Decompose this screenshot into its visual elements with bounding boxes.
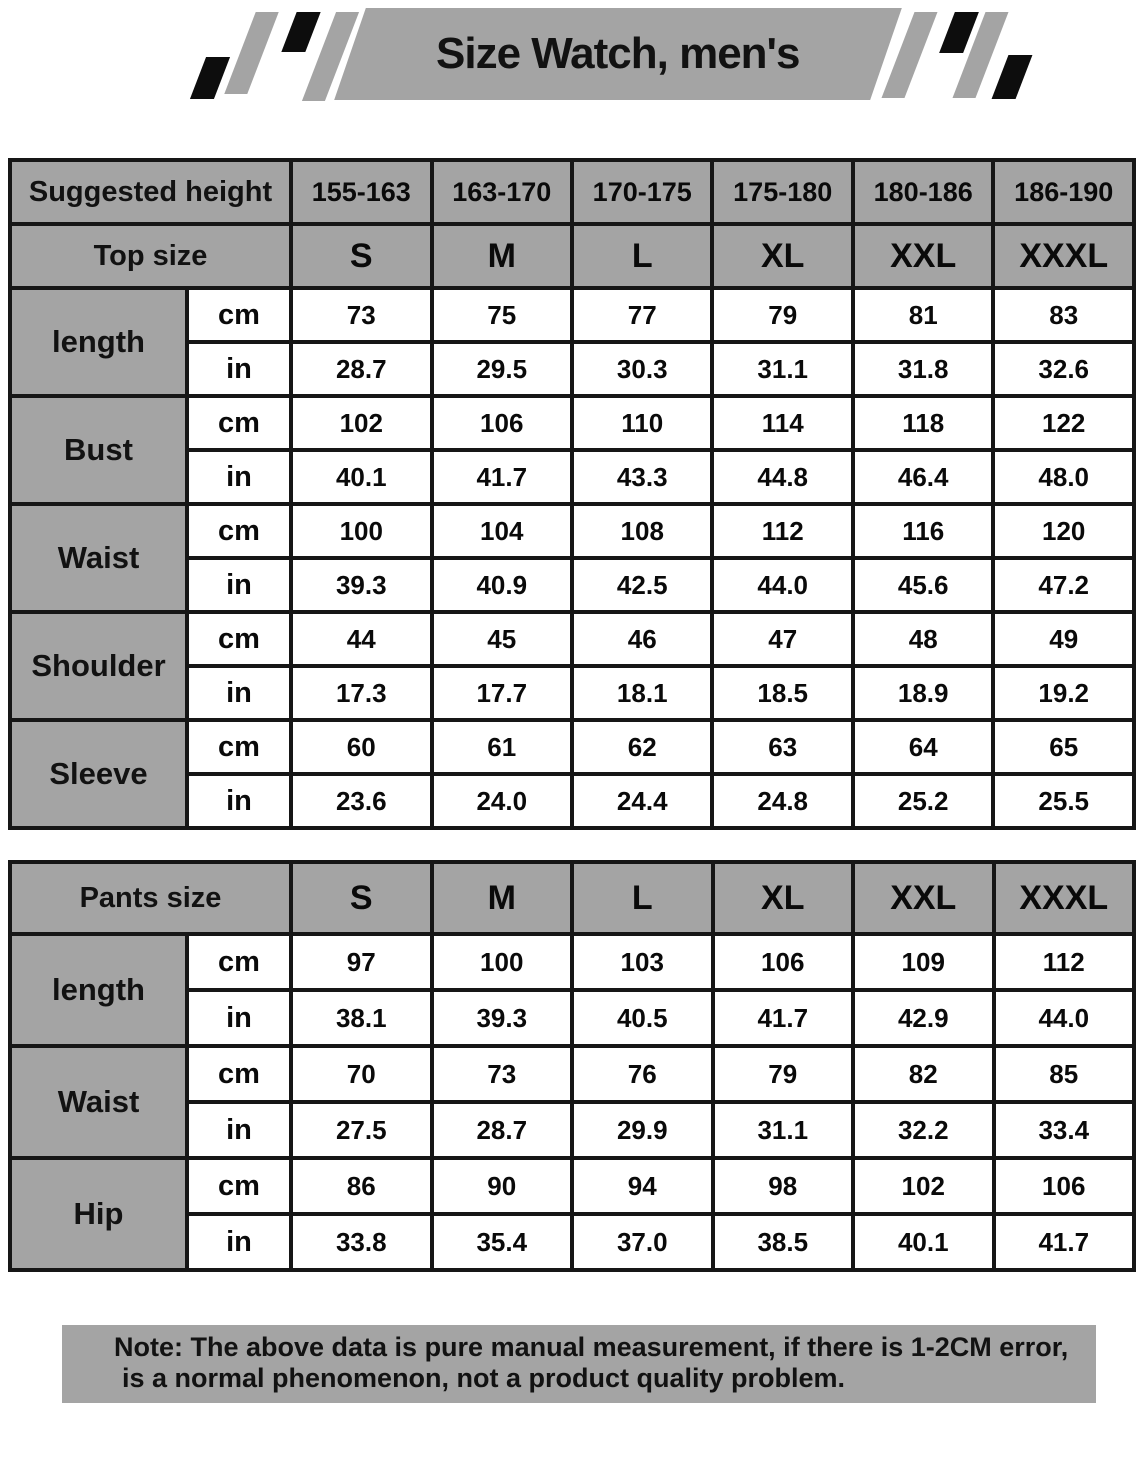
pants-length-cm-row xyxy=(10,934,1134,990)
value-cell: 30.3 xyxy=(572,342,712,396)
value-cell: 25.5 xyxy=(993,774,1134,828)
size-cell: M xyxy=(432,224,572,288)
value-cell: 40.5 xyxy=(572,990,713,1046)
bust-cm-row xyxy=(10,396,1134,450)
top-size-label: Top size xyxy=(10,224,291,288)
value-cell: 118 xyxy=(853,396,993,450)
value-cell: 38.5 xyxy=(713,1214,854,1270)
unit-cell: in xyxy=(187,1214,291,1270)
value-cell: 44 xyxy=(291,612,431,666)
measure-label: length xyxy=(10,288,187,396)
pants-size-label: Pants size xyxy=(10,862,291,934)
value-cell: 60 xyxy=(291,720,431,774)
height-range-cell: 163-170 xyxy=(432,160,572,224)
unit-cell: in xyxy=(187,666,291,720)
value-cell: 64 xyxy=(853,720,993,774)
value-cell: 41.7 xyxy=(994,1214,1135,1270)
value-cell: 90 xyxy=(432,1158,573,1214)
value-cell: 122 xyxy=(993,396,1134,450)
unit-cell: in xyxy=(187,450,291,504)
value-cell: 79 xyxy=(712,288,852,342)
value-cell: 70 xyxy=(291,1046,432,1102)
value-cell: 100 xyxy=(432,934,573,990)
value-cell: 18.9 xyxy=(853,666,993,720)
pants-size-table xyxy=(8,860,1136,1272)
value-cell: 24.4 xyxy=(572,774,712,828)
length-cm-row xyxy=(10,288,1134,342)
size-cell: XXXL xyxy=(993,224,1134,288)
value-cell: 31.8 xyxy=(853,342,993,396)
note-line-2: is a normal phenomenon, not a product quality problem. xyxy=(122,1363,846,1393)
unit-cell: cm xyxy=(187,934,291,990)
value-cell: 109 xyxy=(853,934,994,990)
value-cell: 39.3 xyxy=(291,558,431,612)
measure-label: Sleeve xyxy=(10,720,187,828)
value-cell: 103 xyxy=(572,934,713,990)
value-cell: 116 xyxy=(853,504,993,558)
value-cell: 44.8 xyxy=(712,450,852,504)
unit-cell: cm xyxy=(187,504,291,558)
value-cell: 75 xyxy=(432,288,572,342)
slash-decoration-icon xyxy=(992,55,1033,99)
value-cell: 82 xyxy=(853,1046,994,1102)
value-cell: 114 xyxy=(712,396,852,450)
size-cell: M xyxy=(432,862,573,934)
value-cell: 40.1 xyxy=(291,450,431,504)
value-cell: 85 xyxy=(994,1046,1135,1102)
note-line-1: Note: The above data is pure manual measurement, if there is 1-2CM error, xyxy=(114,1332,1069,1362)
value-cell: 19.2 xyxy=(993,666,1134,720)
unit-cell: in xyxy=(187,342,291,396)
title-banner xyxy=(0,8,1144,108)
value-cell: 46 xyxy=(572,612,712,666)
value-cell: 25.2 xyxy=(853,774,993,828)
value-cell: 18.5 xyxy=(712,666,852,720)
unit-cell: cm xyxy=(187,1046,291,1102)
value-cell: 48.0 xyxy=(993,450,1134,504)
size-cell: S xyxy=(291,224,431,288)
value-cell: 100 xyxy=(291,504,431,558)
measure-label: Bust xyxy=(10,396,187,504)
shoulder-cm-row xyxy=(10,612,1134,666)
value-cell: 27.5 xyxy=(291,1102,432,1158)
note-box xyxy=(62,1325,1096,1403)
measure-label: length xyxy=(10,934,187,1046)
value-cell: 106 xyxy=(713,934,854,990)
value-cell: 79 xyxy=(713,1046,854,1102)
value-cell: 17.3 xyxy=(291,666,431,720)
value-cell: 18.1 xyxy=(572,666,712,720)
value-cell: 17.7 xyxy=(432,666,572,720)
unit-cell: cm xyxy=(187,1158,291,1214)
value-cell: 86 xyxy=(291,1158,432,1214)
size-cell: L xyxy=(572,224,712,288)
pants-size-row xyxy=(10,862,1134,934)
value-cell: 108 xyxy=(572,504,712,558)
value-cell: 41.7 xyxy=(432,450,572,504)
value-cell: 106 xyxy=(432,396,572,450)
value-cell: 28.7 xyxy=(432,1102,573,1158)
value-cell: 31.1 xyxy=(713,1102,854,1158)
value-cell: 102 xyxy=(291,396,431,450)
value-cell: 104 xyxy=(432,504,572,558)
value-cell: 97 xyxy=(291,934,432,990)
size-cell: L xyxy=(572,862,713,934)
size-cell: S xyxy=(291,862,432,934)
value-cell: 112 xyxy=(994,934,1135,990)
value-cell: 45 xyxy=(432,612,572,666)
value-cell: 49 xyxy=(993,612,1134,666)
value-cell: 40.1 xyxy=(853,1214,994,1270)
value-cell: 120 xyxy=(993,504,1134,558)
value-cell: 44.0 xyxy=(712,558,852,612)
value-cell: 24.8 xyxy=(712,774,852,828)
value-cell: 23.6 xyxy=(291,774,431,828)
title-banner-plate xyxy=(334,8,902,100)
value-cell: 46.4 xyxy=(853,450,993,504)
height-range-cell: 175-180 xyxy=(712,160,852,224)
unit-cell: cm xyxy=(187,396,291,450)
value-cell: 29.5 xyxy=(432,342,572,396)
height-range-cell: 170-175 xyxy=(572,160,712,224)
unit-cell: cm xyxy=(187,612,291,666)
size-cell: XL xyxy=(713,862,854,934)
value-cell: 42.9 xyxy=(853,990,994,1046)
value-cell: 45.6 xyxy=(853,558,993,612)
value-cell: 61 xyxy=(432,720,572,774)
sleeve-cm-row xyxy=(10,720,1134,774)
unit-cell: in xyxy=(187,990,291,1046)
slash-decoration-icon xyxy=(224,12,278,94)
value-cell: 29.9 xyxy=(572,1102,713,1158)
top-size-row xyxy=(10,224,1134,288)
value-cell: 24.0 xyxy=(432,774,572,828)
value-cell: 65 xyxy=(993,720,1134,774)
height-range-cell: 186-190 xyxy=(993,160,1134,224)
unit-cell: in xyxy=(187,1102,291,1158)
value-cell: 28.7 xyxy=(291,342,431,396)
value-cell: 43.3 xyxy=(572,450,712,504)
unit-cell: cm xyxy=(187,288,291,342)
slash-decoration-icon xyxy=(281,12,320,52)
value-cell: 33.4 xyxy=(994,1102,1135,1158)
value-cell: 47 xyxy=(712,612,852,666)
measure-label: Waist xyxy=(10,504,187,612)
measure-label: Waist xyxy=(10,1046,187,1158)
value-cell: 48 xyxy=(853,612,993,666)
page-title: Size Watch, men's xyxy=(436,29,800,78)
value-cell: 73 xyxy=(291,288,431,342)
measure-label: Hip xyxy=(10,1158,187,1270)
value-cell: 42.5 xyxy=(572,558,712,612)
pants-waist-cm-row xyxy=(10,1046,1134,1102)
value-cell: 33.8 xyxy=(291,1214,432,1270)
size-cell: XXXL xyxy=(994,862,1135,934)
value-cell: 41.7 xyxy=(713,990,854,1046)
value-cell: 31.1 xyxy=(712,342,852,396)
value-cell: 62 xyxy=(572,720,712,774)
value-cell: 63 xyxy=(712,720,852,774)
value-cell: 83 xyxy=(993,288,1134,342)
top-size-table xyxy=(8,158,1136,830)
value-cell: 35.4 xyxy=(432,1214,573,1270)
hip-cm-row xyxy=(10,1158,1134,1214)
value-cell: 94 xyxy=(572,1158,713,1214)
unit-cell: in xyxy=(187,558,291,612)
value-cell: 37.0 xyxy=(572,1214,713,1270)
value-cell: 112 xyxy=(712,504,852,558)
value-cell: 73 xyxy=(432,1046,573,1102)
value-cell: 47.2 xyxy=(993,558,1134,612)
value-cell: 32.2 xyxy=(853,1102,994,1158)
height-range-cell: 155-163 xyxy=(291,160,431,224)
value-cell: 76 xyxy=(572,1046,713,1102)
value-cell: 39.3 xyxy=(432,990,573,1046)
unit-cell: cm xyxy=(187,720,291,774)
waist-cm-row xyxy=(10,504,1134,558)
size-cell: XXL xyxy=(853,224,993,288)
value-cell: 102 xyxy=(853,1158,994,1214)
size-cell: XL xyxy=(712,224,852,288)
size-cell: XXL xyxy=(853,862,994,934)
value-cell: 106 xyxy=(994,1158,1135,1214)
value-cell: 81 xyxy=(853,288,993,342)
suggested-height-row xyxy=(10,160,1134,224)
measure-label: Shoulder xyxy=(10,612,187,720)
value-cell: 44.0 xyxy=(994,990,1135,1046)
value-cell: 98 xyxy=(713,1158,854,1214)
value-cell: 77 xyxy=(572,288,712,342)
unit-cell: in xyxy=(187,774,291,828)
value-cell: 38.1 xyxy=(291,990,432,1046)
value-cell: 110 xyxy=(572,396,712,450)
value-cell: 32.6 xyxy=(993,342,1134,396)
value-cell: 40.9 xyxy=(432,558,572,612)
suggested-height-label: Suggested height xyxy=(10,160,291,224)
height-range-cell: 180-186 xyxy=(853,160,993,224)
